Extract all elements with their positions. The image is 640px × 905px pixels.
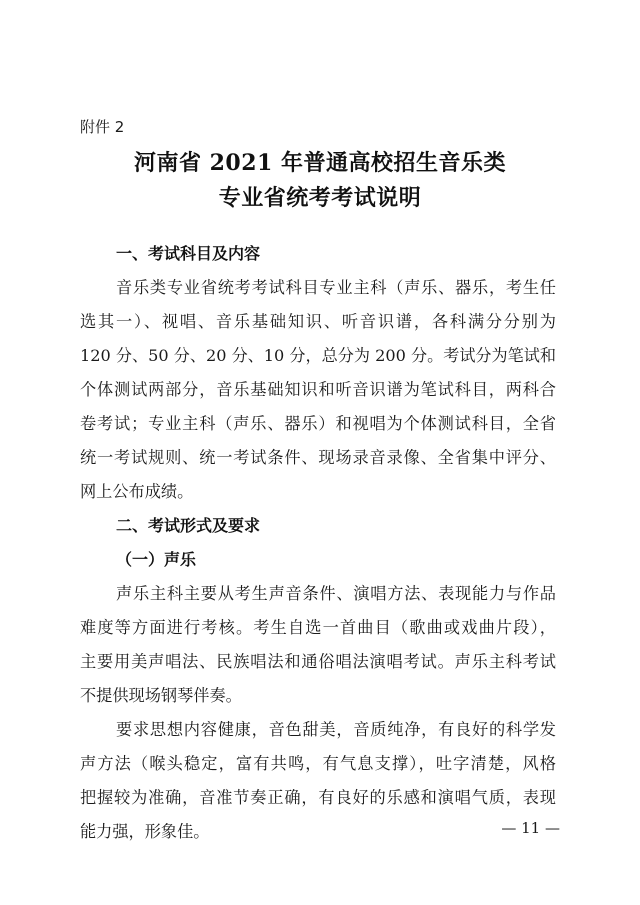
section-1-line: 音乐类专业省统考考试科目专业主科（声乐、器乐，考生任 (116, 278, 557, 297)
section-2-paragraph-2-line: 能力强，形象佳。 (80, 822, 210, 841)
section-1-heading: 一、考试科目及内容 (116, 244, 261, 263)
section-2-paragraph-1-line: 声乐主科主要从考生声音条件、演唱方法、表现能力与作品 (116, 584, 557, 603)
section-2-heading: 二、考试形式及要求 (116, 516, 261, 535)
section-2-paragraph-2-line: 要求思想内容健康，音色甜美，音质纯净，有良好的科学发 (116, 720, 557, 739)
section-2-paragraph-1-line: 主要用美声唱法、民族唱法和通俗唱法演唱考试。声乐主科考试 (80, 652, 557, 671)
document-title-line-2: 专业省统考考试说明 (218, 185, 422, 211)
section-2-paragraph-2-line: 把握较为准确，音准节奏正确，有良好的乐感和演唱气质，表现 (80, 788, 557, 807)
section-2-paragraph-1-line: 不提供现场钢琴伴奏。 (80, 686, 242, 705)
section-2-paragraph-2-line: 声方法（喉头稳定，富有共鸣，有气息支撑），吐字清楚，风格 (80, 754, 558, 773)
page-number: — 11 — (501, 819, 560, 837)
section-1-line: 个体测试两部分，音乐基础知识和听音识谱为笔试科目，两科合 (80, 380, 557, 399)
section-1-line: 统一考试规则、统一考试条件、现场录音录像、全省集中评分、 (80, 448, 557, 467)
section-1-line: 网上公布成绩。 (80, 482, 194, 501)
section-2-paragraph-1-line: 难度等方面进行考核。考生自选一首曲目（歌曲或戏曲片段）， (80, 618, 558, 637)
section-1-line: 120 分、50 分、20 分、10 分，总分为 200 分。考试分为笔试和 (80, 346, 556, 365)
section-1-line: 选其一）、视唱、音乐基础知识、听音识谱，各科满分分别为 (80, 312, 558, 331)
document-title-line-1: 河南省 2021 年普通高校招生音乐类 (133, 150, 507, 176)
attachment-label: 附件 2 (80, 118, 125, 136)
section-2-subheading: （一）声乐 (116, 550, 197, 569)
section-1-line: 卷考试；专业主科（声乐、器乐）和视唱为个体测试科目，全省 (80, 414, 557, 433)
